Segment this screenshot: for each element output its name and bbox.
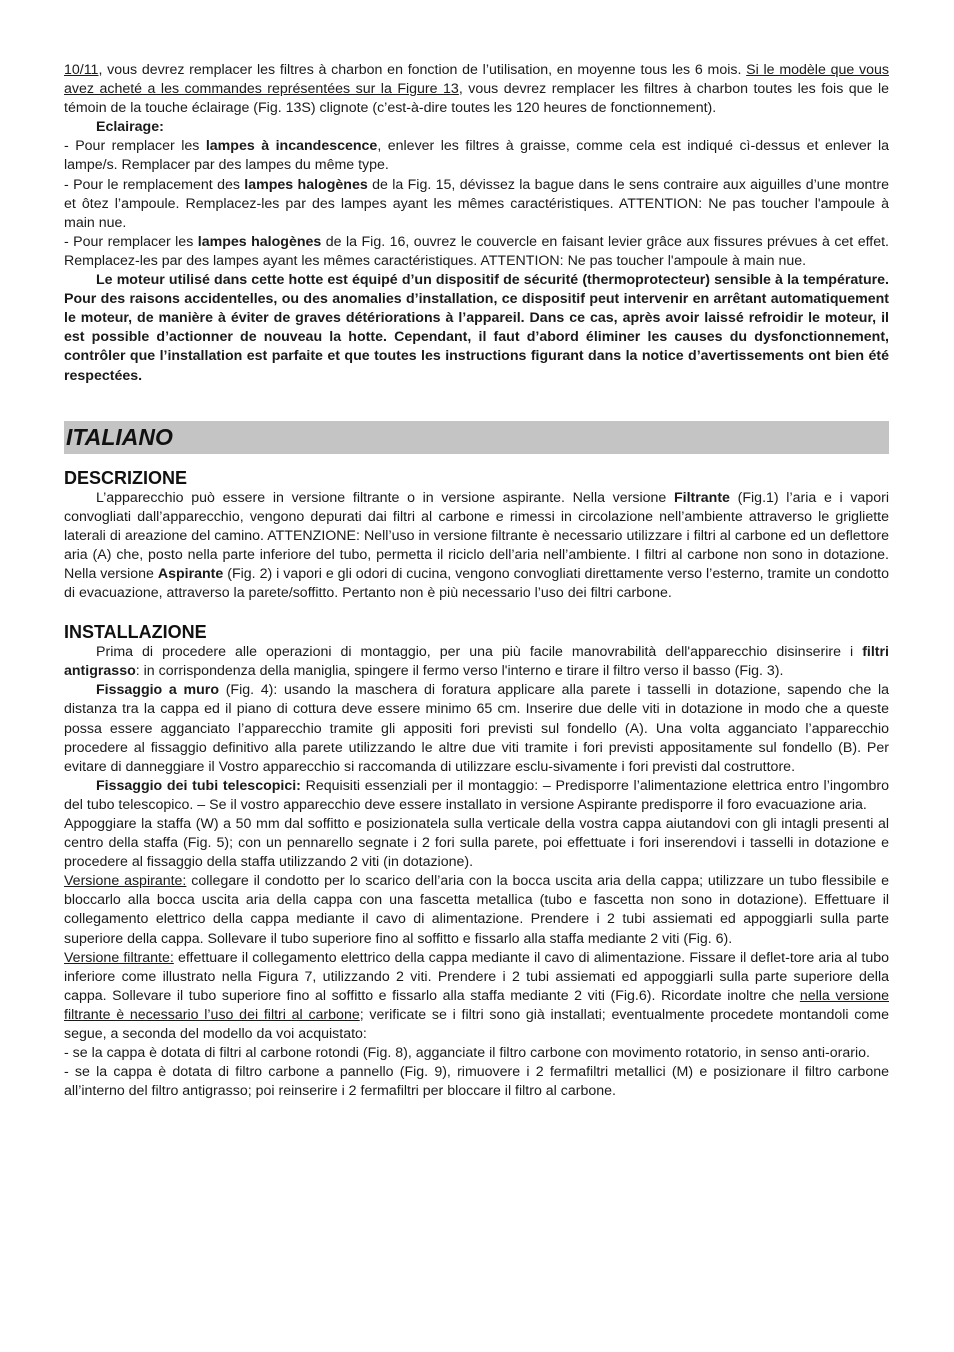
italiano-section-bar — [64, 421, 889, 454]
descrizione-paragraph: L’apparecchio può essere in versione filtrante o in versione aspirante. Nella versione Filtrante (Fig.1) l’aria e i vapori convogliati dall’apparecchio, vengono depurati dai filtri al carbone e rimessi in circolazione nell’ambiente attraverso le grigliette laterali di areazione del camino. ATTENZIONE: Nell’uso in versione filtrante è necessario utilizzare i filtri al carbone ed un deflettore aria (A) che, posto nella parte inferiore del tubo, permetta il riciclo dell’aria nell’ambiente. I filtri al carbone non sono in dotazione. Nella versione Aspirante (Fig. 2) i vapori e gli odori di cucina, vengono convogliati direttamente verso l’esterno, tramite un condotto di evacuazione, attraverso la parete/soffitto. Pertanto non è più necessario l’uso dei filtri carbone. — [64, 489, 889, 602]
document-page — [64, 61, 889, 1101]
installazione-heading: INSTALLAZIONE — [64, 622, 207, 643]
fr-halogen-lamps-fig15-item: - Pour le remplacement des lampes halogènes de la Fig. 15, dévissez la bague dans le sens contraire aux aiguilles d’une montre et ôtez l’ampoule. Remplacez-les par des lampes ayant les mêmes caractéristiques. ATTENTION: Ne pas toucher l'ampoule à main nue. — [64, 176, 889, 231]
fr-halogen-lamps-fig16-item: - Pour remplacer les lampes halogènes de la Fig. 16, ouvrez le couvercle en faisant levier grâce aux fissures prévues à cet effet. Remplacez-les par des lampes ayant les mêmes caractéristiques. ATTENTION: Ne pas toucher l'ampoule à main nue. — [64, 233, 889, 269]
fr-motor-warning: Le moteur utilisé dans cette hotte est équipé d’un dispositif de sécurité (thermoprotecteur) sensible à la température. Pour des raisons accidentelles, ou des anomalies d’installation, ce dispositif peut intervenir en arrêtant automatiquement le moteur, de manière à éviter de graves détériorations à l’appareil. Dans ce cas, après avoir laissé refroidir le moteur, il est possible d’actionner de nouveau la hotte. Cependant, il faut d’abord éliminer les causes du dysfonctionnement, contrôler que l’installation est parfaite et que toutes les instructions figurant dans la notice d’avertissements ont bien été respectées. — [64, 272, 889, 384]
versione-filtrante-paragraph: Versione filtrante: effettuare il collegamento elettrico della cappa mediante il cavo di alimentazione. Fissare il deflet-tore aria al tubo inferiore come illustrato nella Figura 7, utilizzando 2 viti. Prendere i 2 tubi assiemati ed appoggiarli sulla parte superiore della cappa. Sollevare il tubo superiore fino al soffitto e fissarlo alla staffa mediante 2 viti (Fig.6). Ricordate inoltre che nella versione filtrante è necessario l’uso dei filtri al carbone; verificate se i filtri sono già installati; eventualmente procedete montandoli come segue, a seconda del modello da voi acquistato: — [64, 949, 890, 1043]
fissaggio-muro-paragraph: Fissaggio a muro (Fig. 4): usando la maschera di foratura applicare alla parete i tasselli in dotazione, sapendo che la distanza tra la cappa ed il piano di cottura deve essere minimo 65 cm. Inserire due delle viti in dotazione in modo che a queste possa essere agganciato l’apparecchio tramite gli appositi fori previsti sul fondello (A). Una volta agganciato l’apparecchio procedere al fissaggio definitivo alla parete utilizzando le altre due viti tramite i fori previsti appositamente sul fondello (B). Per evitare di danneggiare il Vostro apparecchio si raccomanda di utilizzare esclu-sivamente i fori previsti dal costruttore. — [64, 682, 890, 775]
fissaggio-tubi-paragraph: Fissaggio dei tubi telescopici: Requisiti essenziali per il montaggio: – Predisporre l’alimentazione elettrica entro l’ingombro del tubo telescopico. – Se il vostro apparecchio deve essere installato in versione Aspirante predisporre il foro evacuazione aria. — [64, 777, 890, 813]
descrizione-heading: DESCRIZIONE — [64, 467, 188, 488]
fr-incandescent-lamps-item: - Pour remplacer les lampes à incandescence, enlever les filtres à graisse, comme cela est indiqué cì-dessus et enlever la lampe/s. Remplacer par des lampes du même type. — [64, 138, 890, 174]
filtro-pannello-item: - se la cappa è dotata di filtro carbone a pannello (Fig. 9), rimuovere i 2 fermafiltri metallici (M) e posizionare il filtro carbone all’interno del filtro antigrasso; poi reinserire i 2 fermafiltri per bloccare il filtro al carbone. — [64, 1064, 889, 1100]
fr-charcoal-filter-paragraph: 10/11, vous devrez remplacer les filtres à charbon en fonction de l’utilisation, en moyenne tous les 6 mois. Si le modèle que vous avez acheté a les commandes représentées sur la Figure 13, vous devrez remplacer les filtres à charbon toutes les fois que le témoin de la touche éclairage (Fig. 13S) clignote (c’est-à-dire toutes les 120 heures de fonctionnement). — [64, 62, 889, 117]
installazione-intro-paragraph: Prima di procedere alle operazioni di montaggio, per una più facile manovrabilità dell'apparecchio disinserire i filtri antigrasso: in corrispondenza della maniglia, spingere il fermo verso l'interno e tirare il filtro verso il basso (Fig. 3). — [64, 644, 889, 680]
fr-eclairage-heading: Eclairage: — [96, 119, 164, 136]
versione-aspirante-paragraph: Versione aspirante: collegare il condotto per lo scarico dell’aria con la bocca uscita aria della cappa; utilizzare un tubo flessibile e bloccarlo alla bocca uscita aria della cappa con una fascetta metallica (tubo e fascetta non sono in dotazione). Effettuare il collegamento elettrico della cappa mediante il cavo di alimentazione. Prendere i 2 tubi assiemati ed appoggiarli sulla parte superiore della cappa. Sollevare il tubo superiore fino al soffitto e fissarlo alla staffa mediante 2 viti (Fig. 6). — [64, 873, 889, 947]
filtri-rotondi-item: - se la cappa è dotata di filtri al carbone rotondi (Fig. 8), agganciate il filtro carbone con movimento rotatorio, in senso anti-orario. — [64, 1045, 870, 1062]
staffa-paragraph: Appoggiare la staffa (W) a 50 mm dal soffitto e posizionatela sulla verticale della vostra cappa aiutandovi con gli intagli presenti al centro della staffa (Fig. 5); con un pennarello segnate i 2 fori sulla parete, poi effettuate i fori inserendovi i tasselli in dotazione e procedere al fissaggio della staffa utilizzando 2 viti (in dotazione). — [64, 816, 889, 871]
italiano-section-title: ITALIANO — [66, 423, 173, 450]
